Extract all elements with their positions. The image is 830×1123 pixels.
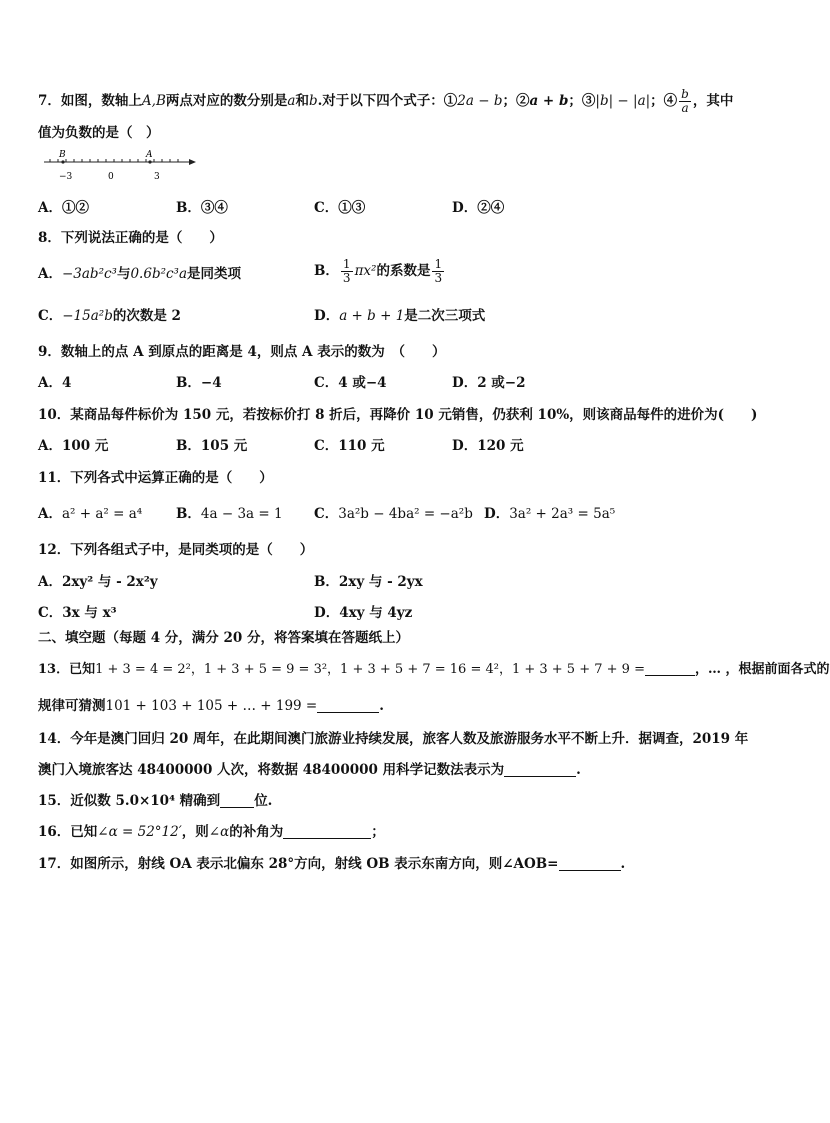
q17-text: 17．如图所示，射线 OA 表示北偏东 28°方向，射线 OB 表示东南方向，则∠AOB= [38, 856, 559, 872]
q13-l2-prefix: 规律可猜测 [38, 698, 106, 714]
q7-sep-1: ；② [502, 93, 530, 109]
q14-blank[interactable] [504, 762, 576, 777]
q11-stem: 11．下列各式中运算正确的是（ ） [38, 470, 273, 486]
q9-stem: 9．数轴上的点 A 到原点的距离是 4，则点 A 表示的数为 （ ） [38, 344, 446, 360]
q17-period: . [620, 856, 626, 872]
q11-b-expr: 4a − 3a = 1 [200, 506, 283, 522]
q8-option-a[interactable] [38, 265, 241, 283]
q7-line-2: 值为负数的是（ ） [38, 125, 160, 141]
q15-text: 15．近似数 5.0×10⁴ 精确到 [38, 793, 221, 809]
q8-c-post: 的次数是 2 [112, 308, 181, 324]
q11-a-expr: a² + a² = a⁴ [61, 506, 143, 522]
q7-expr-1: 2a − b [457, 93, 503, 109]
q10-option-a[interactable]: A．100 元 [38, 438, 109, 454]
q13-prefix: 13．已知 [38, 662, 96, 677]
q15-line [38, 792, 272, 810]
q8-b-expr: πx² [354, 263, 377, 279]
tick-label-0: 0 [108, 172, 114, 182]
q7-text-b: 两点对应的数分别是 [165, 93, 288, 109]
q11-c-expr: 3a²b − 4ba² = −a²b [338, 506, 473, 522]
q11-option-b[interactable] [176, 505, 283, 523]
q15-tail: 位. [254, 793, 273, 809]
q16-prefix: 16．已知 [38, 824, 98, 840]
q14-l2-period: . [576, 762, 581, 778]
q8-a-mid: 与 [116, 266, 131, 282]
point-a-label: A [146, 150, 153, 160]
point-b-label: B [59, 150, 66, 160]
q7-expr-4-fraction [679, 88, 691, 115]
q16-then: ，则 [181, 824, 209, 840]
q8-option-b[interactable] [314, 258, 446, 285]
tick-label-neg3: −3 [59, 172, 73, 182]
q7-expr-3: |b| − |a| [595, 93, 651, 109]
q16-angle-expr: ∠α = 52°12′ [97, 824, 182, 840]
q8-a-expr-1: −3ab²c³ [61, 266, 117, 282]
q7-sep-3: ；④ [650, 93, 678, 109]
q16-angle: ∠α [208, 824, 230, 840]
q17-line [38, 855, 625, 873]
q11-option-d[interactable] [484, 505, 615, 523]
q8-d-post: 是二次三项式 [404, 308, 486, 324]
q8-stem: 8．下列说法正确的是（ ） [38, 230, 223, 246]
q8-b-den-2: 3 [434, 271, 443, 285]
q10-option-d[interactable]: D．120 元 [452, 438, 524, 454]
q7-option-a[interactable]: A．①② [38, 200, 89, 216]
q8-a-prefix: A． [38, 266, 62, 282]
q7-text-c: .对于以下四个式子：① [317, 93, 458, 109]
q7-frac-den: a [681, 101, 689, 115]
q13-tail: ，… ，根据前面各式的 [694, 662, 830, 677]
q13-blank-1[interactable] [645, 661, 695, 676]
q16-blank[interactable] [283, 824, 371, 839]
q12-option-c[interactable]: C．3x 与 x³ [38, 605, 117, 621]
q11-d-expr: 3a² + 2a³ = 5a⁵ [509, 506, 616, 522]
point-a-marker [148, 160, 151, 163]
q11-b-prefix: B． [176, 506, 201, 522]
q8-c-prefix: C． [38, 308, 63, 324]
q7-and: 和 [295, 93, 309, 109]
tick-label-3: 3 [154, 172, 160, 182]
q11-d-prefix: D． [484, 506, 510, 522]
q8-a-expr-2: 0.6b²c³a [130, 266, 188, 282]
q12-option-a[interactable]: A．2xy² 与 - 2x²y [38, 574, 158, 590]
question-7-line-1 [38, 88, 733, 115]
q7-text: 7．如图，数轴上 [38, 93, 142, 109]
q14-line-1: 14．今年是澳门回归 20 周年，在此期间澳门旅游业持续发展，旅客人数及旅游服务水平不断上升．据调查，2019 年 [38, 731, 749, 747]
q16-semicolon: ； [371, 824, 385, 840]
q13-line-2 [38, 697, 384, 715]
q16-line [38, 823, 385, 841]
q11-option-a[interactable] [38, 505, 142, 523]
q8-b-mid: 的系数是 [376, 263, 431, 279]
q8-d-expr: a + b + 1 [339, 308, 405, 324]
q12-stem: 12．下列各组式子中，是同类项的是（ ） [38, 542, 314, 558]
q8-b-num-2: 1 [434, 257, 443, 271]
q17-blank[interactable] [559, 856, 621, 871]
q8-option-d[interactable] [314, 307, 485, 325]
q7-sep-2: ；③ [568, 93, 596, 109]
q8-b-den: 3 [342, 271, 351, 285]
q7-points: A,B [141, 93, 166, 109]
q8-a-post: 是同类项 [187, 266, 242, 282]
q8-b-frac-1 [341, 258, 353, 285]
q7-b: b [308, 93, 318, 109]
point-b-marker [61, 160, 64, 163]
q16-supplement: 的补角为 [229, 824, 284, 840]
q14-l2-text: 澳门入境旅客达 48400000 人次，将数据 48400000 用科学记数法表示为 [38, 762, 505, 778]
q8-b-prefix: B． [314, 263, 339, 279]
q10-option-c[interactable]: C．110 元 [314, 438, 385, 454]
q7-expr-2: a + b [529, 93, 569, 109]
q13-l2-period: . [379, 698, 384, 714]
q9-option-d[interactable]: D．2 或−2 [452, 375, 526, 391]
q10-stem: 10．某商品每件标价为 150 元，若按标价打 8 折后，再降价 10 元销售，仍获利 10%，则该商品每件的进价为( ) [38, 407, 758, 423]
q13-l2-expr: 101 + 103 + 105 + … + 199 = [105, 698, 318, 714]
q11-a-prefix: A． [38, 506, 62, 522]
q8-b-frac-2 [432, 258, 444, 285]
number-line-figure [40, 148, 200, 184]
q7-option-c[interactable]: C．①③ [314, 200, 366, 216]
q14-line-2 [38, 761, 581, 779]
q8-c-expr: −15a²b [62, 308, 113, 324]
q11-option-c[interactable] [314, 505, 473, 523]
q7-option-b[interactable]: B．③④ [176, 200, 228, 216]
q9-option-a[interactable]: A．4 [38, 375, 72, 391]
q8-option-c[interactable] [38, 307, 181, 325]
q7-option-d[interactable]: D．②④ [452, 200, 505, 216]
q8-d-prefix: D． [314, 308, 340, 324]
q7-frac-num: b [681, 87, 689, 101]
q11-c-prefix: C． [314, 506, 339, 522]
q7-a: a [287, 93, 296, 109]
q13-line-1 [38, 661, 830, 679]
q10-option-b[interactable]: B．105 元 [176, 438, 248, 454]
q13-blank-2[interactable] [317, 698, 379, 713]
section-2-heading: 二、填空题（每题 4 分，满分 20 分，将答案填在答题纸上） [38, 630, 409, 646]
q7-tail: ，其中 [692, 93, 734, 109]
q9-option-c[interactable]: C．4 或−4 [314, 375, 387, 391]
q12-option-b[interactable]: B．2xy 与 - 2yx [314, 574, 423, 590]
q8-b-num: 1 [342, 257, 351, 271]
q12-option-d[interactable]: D．4xy 与 4yz [314, 605, 413, 621]
q15-blank[interactable] [220, 793, 254, 808]
q13-equations: 1 + 3 = 4 = 2²，1 + 3 + 5 = 9 = 3²，1 + 3 + 5 + 7 = 16 = 4²，1 + 3 + 5 + 7 + 9 = [95, 662, 645, 677]
q9-option-b[interactable]: B．−4 [176, 375, 222, 391]
